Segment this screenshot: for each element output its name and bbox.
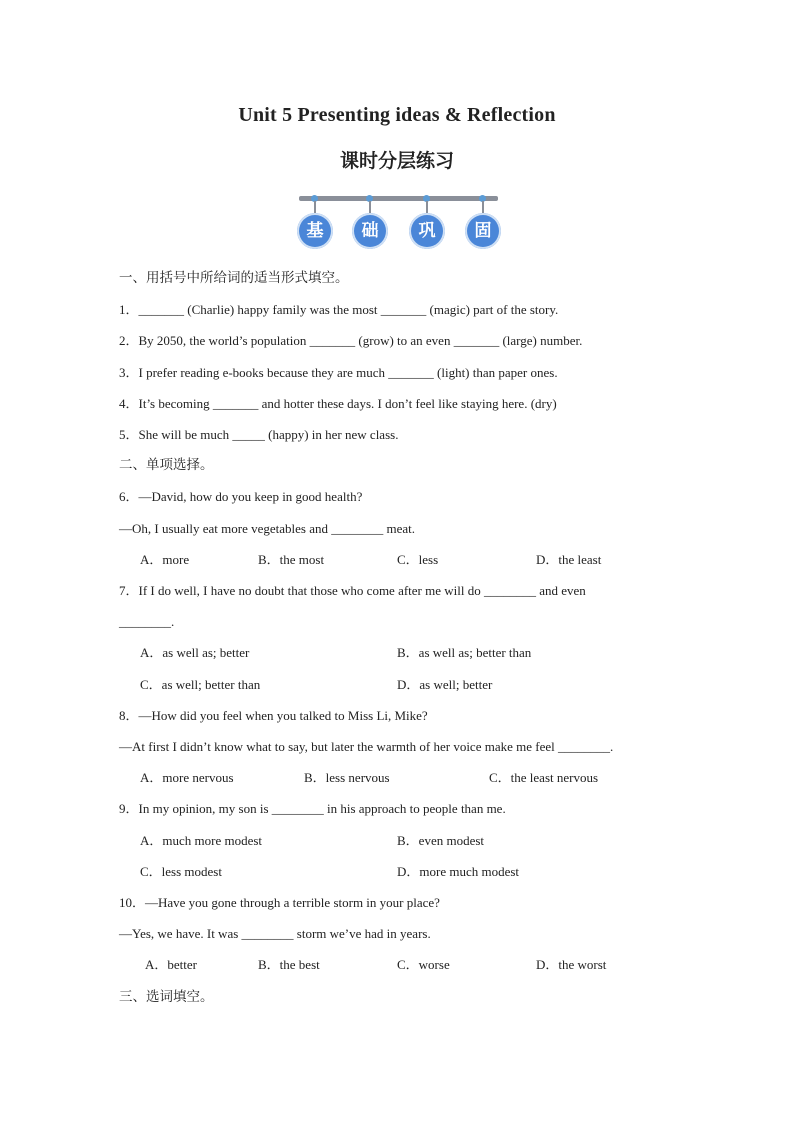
option-c: C．worse <box>397 957 450 972</box>
banner-stem <box>369 201 371 213</box>
option-a: A．much more modest <box>140 833 263 848</box>
banner-stem <box>314 201 316 213</box>
question-reply: —Oh, I usually eat more vegetables and ________ meat. <box>119 521 416 536</box>
option-b: B．the best <box>258 957 320 972</box>
option-d: D．the least <box>536 552 602 567</box>
option-a: A．more <box>140 552 190 567</box>
option-a: A．as well as; better <box>140 645 250 660</box>
banner-stem <box>426 201 428 213</box>
option-b: B．the most <box>258 552 325 567</box>
option-b: B．less nervous <box>304 770 390 785</box>
option-d: D．as well; better <box>397 677 493 692</box>
question-item: 5．She will be much _____ (happy) in her new class. <box>119 427 399 442</box>
option-a: A．better <box>145 957 197 972</box>
question-stem: 9．In my opinion, my son is ________ in his approach to people than me. <box>119 801 506 816</box>
question-item: 4．It’s becoming _______ and hotter these days. I don’t feel like staying here. (dry) <box>119 396 557 411</box>
option-d: D．the worst <box>536 957 607 972</box>
question-stem-continued: ________. <box>119 614 175 629</box>
page-title: Unit 5 Presenting ideas & Reflection <box>238 104 556 126</box>
banner-char: 巩 <box>409 213 445 249</box>
section-heading: 三、选词填空。 <box>119 989 214 1005</box>
banner-char: 础 <box>352 213 388 249</box>
option-c: C．less <box>397 552 439 567</box>
question-stem: 10．—Have you gone through a terrible storm in your place? <box>119 895 440 910</box>
question-item: 3．I prefer reading e-books because they are much _______ (light) than paper ones. <box>119 365 558 380</box>
option-a: A．more nervous <box>140 770 234 785</box>
option-b: B．even modest <box>397 833 485 848</box>
question-item: 2．By 2050, the world’s population _______ (grow) to an even _______ (large) number. <box>119 333 583 348</box>
option-c: C．the least nervous <box>489 770 599 785</box>
option-c: C．less modest <box>140 864 222 879</box>
banner-char: 固 <box>465 213 501 249</box>
page-subtitle: 课时分层练习 <box>339 150 454 172</box>
banner-stem <box>482 201 484 213</box>
banner-bar <box>299 196 498 201</box>
section-heading: 一、用括号中所给词的适当形式填空。 <box>119 270 349 286</box>
question-reply: —Yes, we have. It was ________ storm we’ve had in years. <box>119 926 431 941</box>
question-item: 1．_______ (Charlie) happy family was the most _______ (magic) part of the story. <box>119 302 559 317</box>
question-stem: 7．If I do well, I have no doubt that those who come after me will do ________ and even <box>119 583 586 598</box>
section-heading: 二、单项选择。 <box>119 457 214 473</box>
question-stem: 6．—David, how do you keep in good health? <box>119 489 363 504</box>
banner-char: 基 <box>297 213 333 249</box>
option-c: C．as well; better than <box>140 677 261 692</box>
section-banner <box>296 193 500 253</box>
question-reply: —At first I didn’t know what to say, but later the warmth of her voice make me feel ________. <box>119 739 614 754</box>
question-stem: 8．—How did you feel when you talked to Miss Li, Mike? <box>119 708 428 723</box>
option-b: B．as well as; better than <box>397 645 532 660</box>
option-d: D．more much modest <box>397 864 520 879</box>
